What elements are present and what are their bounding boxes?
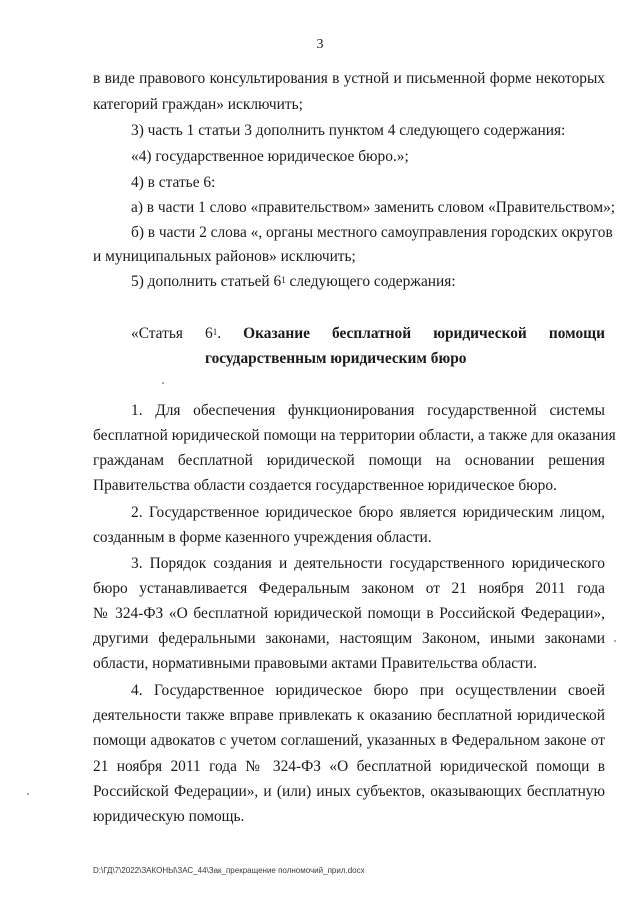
heading-word: юридической	[433, 325, 527, 342]
superscript: 1	[281, 275, 286, 285]
paragraph-1-line: 1. Для обеспечения функционирования государственной системы	[131, 402, 605, 419]
paragraph-4-line: 4. Государственное юридическое бюро при осуществлении своей	[131, 682, 605, 699]
scan-speck	[614, 640, 616, 642]
text-line: б) в части 2 слова «, органы местного самоуправления городских округов	[131, 224, 613, 241]
paragraph-2-line: 2. Государственное юридическое бюро является юридическим лицом,	[131, 504, 605, 521]
article-number-dot: .	[217, 325, 222, 342]
article-number-sup: 1	[212, 327, 218, 337]
heading-word: бесплатной	[331, 325, 412, 342]
paragraph-4-line: Российской Федерации», и (или) иных субъектов, оказывающих бесплатную	[93, 783, 605, 800]
paragraph-4-line: помощи адвокатов с учетом соглашений, указанных в Федеральном законе от	[93, 732, 605, 749]
article-number-main: 6	[205, 325, 213, 342]
text-line: категорий граждан» исключить;	[93, 96, 303, 113]
paragraph-3-line: другими федеральными законами, настоящим Законом, иными законами	[93, 630, 605, 647]
paragraph-1-line: бесплатной юридической помощи на территории области, а также для оказания	[93, 427, 616, 444]
paragraph-4-line: юридическую помощь.	[93, 808, 245, 825]
paragraph-4-line: 21 ноября 2011 года № 324-ФЗ «О бесплатной юридической помощи в	[93, 758, 605, 775]
text-line: «4) государственное юридическое бюро.»;	[131, 148, 409, 165]
text-line: 3) часть 1 статьи 3 дополнить пунктом 4 следующего содержания:	[131, 122, 566, 139]
paragraph-2-line: созданным в форме казенного учреждения области.	[93, 529, 432, 546]
paragraph-1-line: Правительства области создается государственное юридическое бюро.	[93, 477, 557, 494]
page-number: 3	[316, 37, 324, 52]
paragraph-1-line: гражданам бесплатной юридической помощи на основании решения	[93, 452, 605, 469]
paragraph-3-line: области, нормативными правовыми актами Правительства области.	[93, 655, 537, 672]
text-line: 4) в статье 6:	[131, 174, 216, 191]
article-heading-line2: государственным юридическим бюро	[205, 350, 467, 367]
paragraph-3-line: № 324-ФЗ «О бесплатной юридической помощи в Российской Федерации»,	[93, 605, 605, 622]
scan-speck	[27, 793, 29, 795]
text-line: в виде правового консультирования в устной и письменной форме некоторых	[93, 70, 605, 87]
text-fragment: следующего содержания:	[285, 273, 456, 290]
text-fragment: 5) дополнить статьей 6	[131, 273, 282, 290]
paragraph-3-line: 3. Порядок создания и деятельности государственного юридического	[131, 555, 605, 572]
article-heading	[131, 324, 605, 344]
paragraph-3-line: бюро устанавливается Федеральным законом от 21 ноября 2011 года	[93, 580, 605, 597]
heading-word: Оказание	[243, 325, 310, 342]
text-line	[131, 272, 456, 292]
paragraph-4-line: деятельности также вправе привлекать к оказанию бесплатной юридической	[93, 707, 605, 724]
article-word: «Статья	[131, 325, 183, 342]
footer-file-path: D:\ГД\7\2022\ЗАКОНЫ\ЗАС_44\Зак_прекращение полномочий_прил.docx	[93, 866, 365, 875]
heading-word: помощи	[548, 325, 605, 342]
text-line: а) в части 1 слово «правительством» заменить словом «Правительством»;	[131, 199, 616, 216]
text-line: и муниципальных районов» исключить;	[93, 248, 356, 265]
article-number	[205, 324, 221, 344]
scan-speck	[162, 382, 164, 384]
